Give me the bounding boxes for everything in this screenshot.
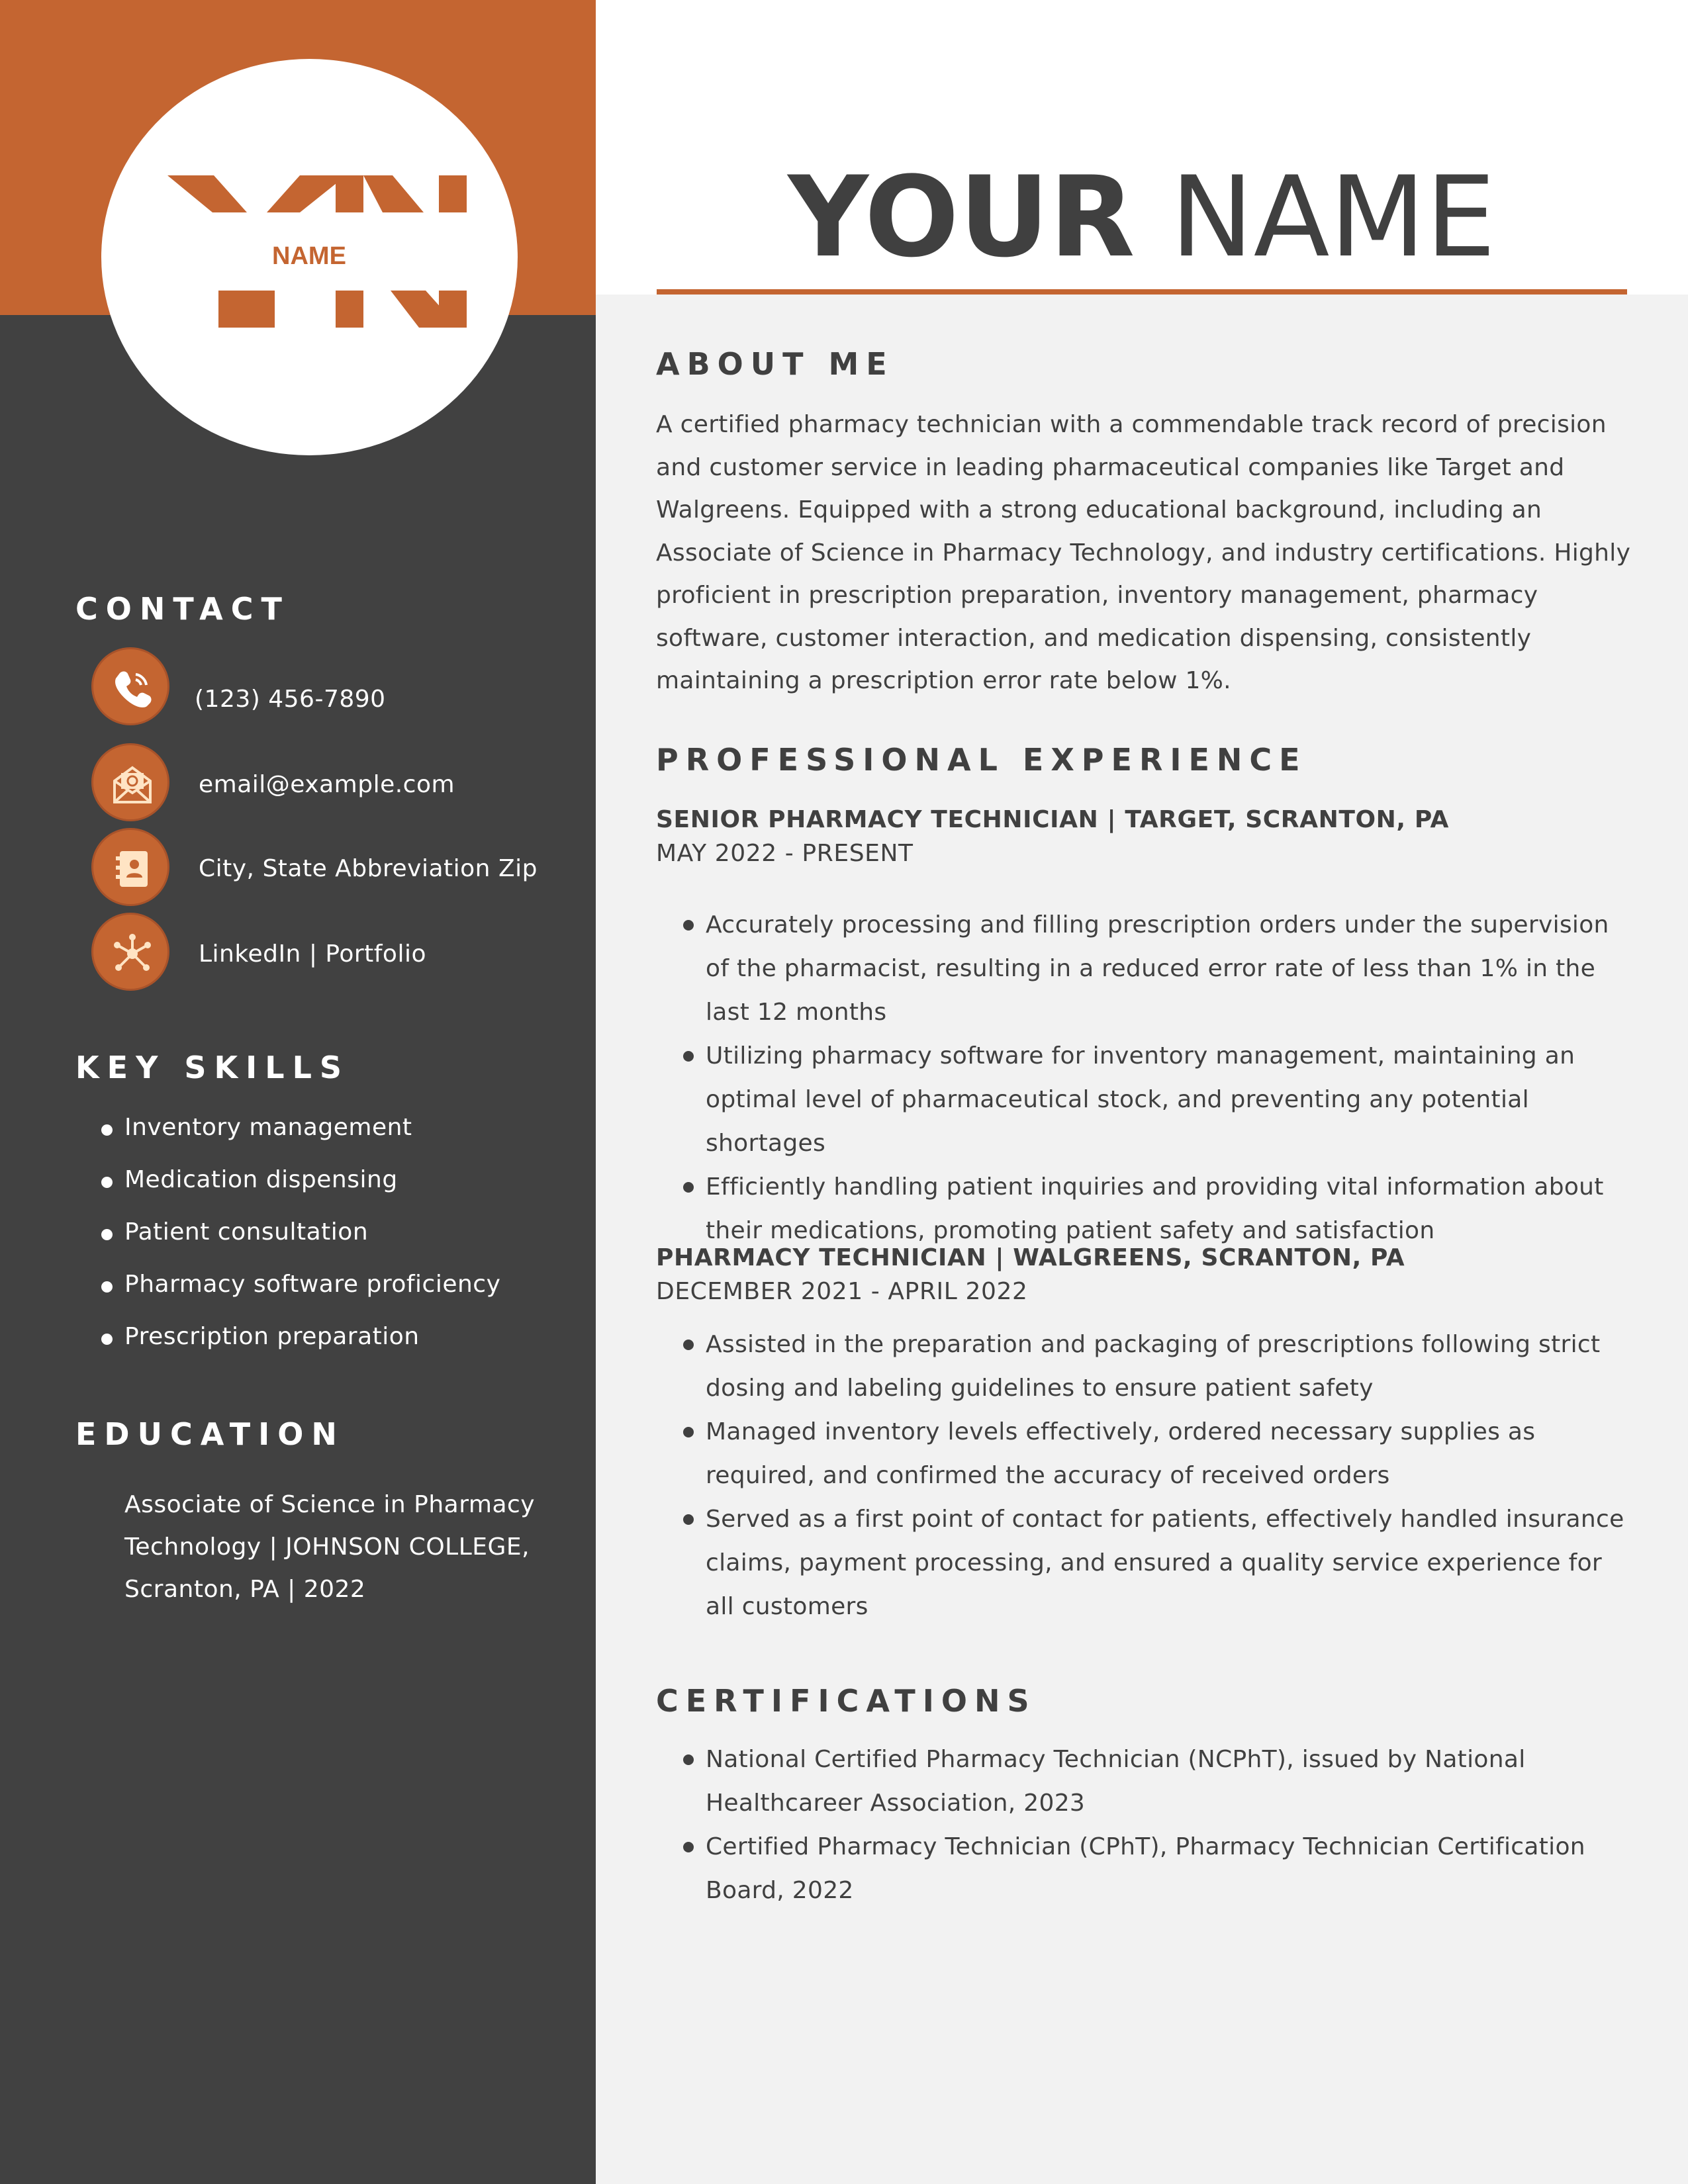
skill-item: Medication dispensing: [99, 1166, 500, 1218]
job-bullets: [680, 903, 1627, 1253]
job-title: SENIOR PHARMACY TECHNICIAN | TARGET, SCRANTON, PA: [656, 806, 1449, 833]
job-bullet: Accurately processing and filling prescription orders under the supervision of the pharmacist, resulting in a reduced error rate of less than 1% in the last 12 months: [680, 903, 1627, 1034]
logo-n-diag-top: [363, 175, 424, 212]
contact-heading: CONTACT: [75, 591, 290, 627]
skills-list: [99, 1114, 500, 1375]
about-text: A certified pharmacy technician with a commendable track record of precision and customer service in leading pharmaceutical companies like Target and Walgreens. Equipped with a strong educational background, including an Associate of Science in Pharmacy Technology, and industry certifications. Highly proficient in prescription preparation, inventory management, pharmacy software, customer interaction, and medication dispensing, consistently maintaining a prescription error rate below 1%.: [656, 411, 1631, 694]
job-title: PHARMACY TECHNICIAN | WALGREENS, SCRANTON, PA: [656, 1244, 1405, 1271]
education-heading: EDUCATION: [75, 1416, 345, 1452]
logo-initials-graphic: [101, 59, 518, 455]
job-dates: MAY 2022 - PRESENT: [656, 840, 914, 867]
page-title: [596, 151, 1688, 283]
address-book-icon: [91, 828, 169, 906]
first-name: YOUR: [788, 152, 1135, 282]
skill-item: Pharmacy software proficiency: [99, 1271, 500, 1323]
certifications-list: [680, 1738, 1627, 1913]
contact-item-address[interactable]: [91, 828, 581, 910]
about-heading: ABOUT ME: [656, 346, 894, 382]
contact-item-links[interactable]: [91, 913, 581, 995]
logo-n-right-bottom: [439, 291, 467, 328]
job-bullet: Utilizing pharmacy software for inventory management, maintaining an optimal level of pharmaceutical stock, and preventing any potential shortages: [680, 1034, 1627, 1165]
education-entry: Associate of Science in Pharmacy Technology | JOHNSON COLLEGE, Scranton, PA | 2022: [124, 1491, 536, 1603]
contact-item-phone[interactable]: [91, 647, 581, 729]
job-bullets: [680, 1323, 1627, 1629]
last-name: NAME: [1170, 152, 1496, 282]
skills-heading: KEY SKILLS: [75, 1050, 350, 1085]
logo-y-right-arm: [267, 175, 346, 212]
contact-email: email@example.com: [199, 771, 455, 798]
job-bullet: Efficiently handling patient inquiries and providing vital information about their medications, promoting patient safety and satisfaction: [680, 1165, 1627, 1253]
phone-icon: [91, 647, 169, 725]
email-icon: [91, 743, 169, 821]
contact-phone: (123) 456-7890: [195, 686, 386, 713]
skill-item: Inventory management: [99, 1114, 500, 1166]
logo-n-left-bottom: [336, 291, 363, 328]
network-icon: [91, 913, 169, 991]
contact-address: City, State Abbreviation Zip: [199, 855, 538, 882]
logo-n-right-top: [439, 175, 467, 212]
experience-heading: PROFESSIONAL EXPERIENCE: [656, 742, 1307, 778]
skill-item: Prescription preparation: [99, 1323, 500, 1375]
contact-item-email[interactable]: [91, 743, 581, 825]
contact-links: LinkedIn | Portfolio: [199, 940, 426, 968]
logo-n-left-top: [336, 175, 363, 212]
certifications-heading: CERTIFICATIONS: [656, 1683, 1037, 1719]
certification-item: National Certified Pharmacy Technician (NCPhT), issued by National Healthcareer Association, 2023: [680, 1738, 1627, 1825]
logo-label: NAME: [272, 242, 346, 270]
job-dates: DECEMBER 2021 - APRIL 2022: [656, 1278, 1028, 1305]
job-bullet: Served as a first point of contact for patients, effectively handled insurance claims, payment processing, and ensured a quality service experience for all customers: [680, 1498, 1627, 1629]
job-bullet: Managed inventory levels effectively, ordered necessary supplies as required, and confirmed the accuracy of received orders: [680, 1410, 1627, 1498]
logo: [101, 59, 518, 455]
logo-y-left-arm: [167, 175, 247, 212]
job-bullet: Assisted in the preparation and packaging of prescriptions following strict dosing and labeling guidelines to ensure patient safety: [680, 1323, 1627, 1410]
skill-item: Patient consultation: [99, 1218, 500, 1271]
logo-y-stem: [218, 291, 275, 328]
certification-item: Certified Pharmacy Technician (CPhT), Pharmacy Technician Certification Board, 2022: [680, 1825, 1627, 1913]
title-divider: [657, 289, 1627, 295]
